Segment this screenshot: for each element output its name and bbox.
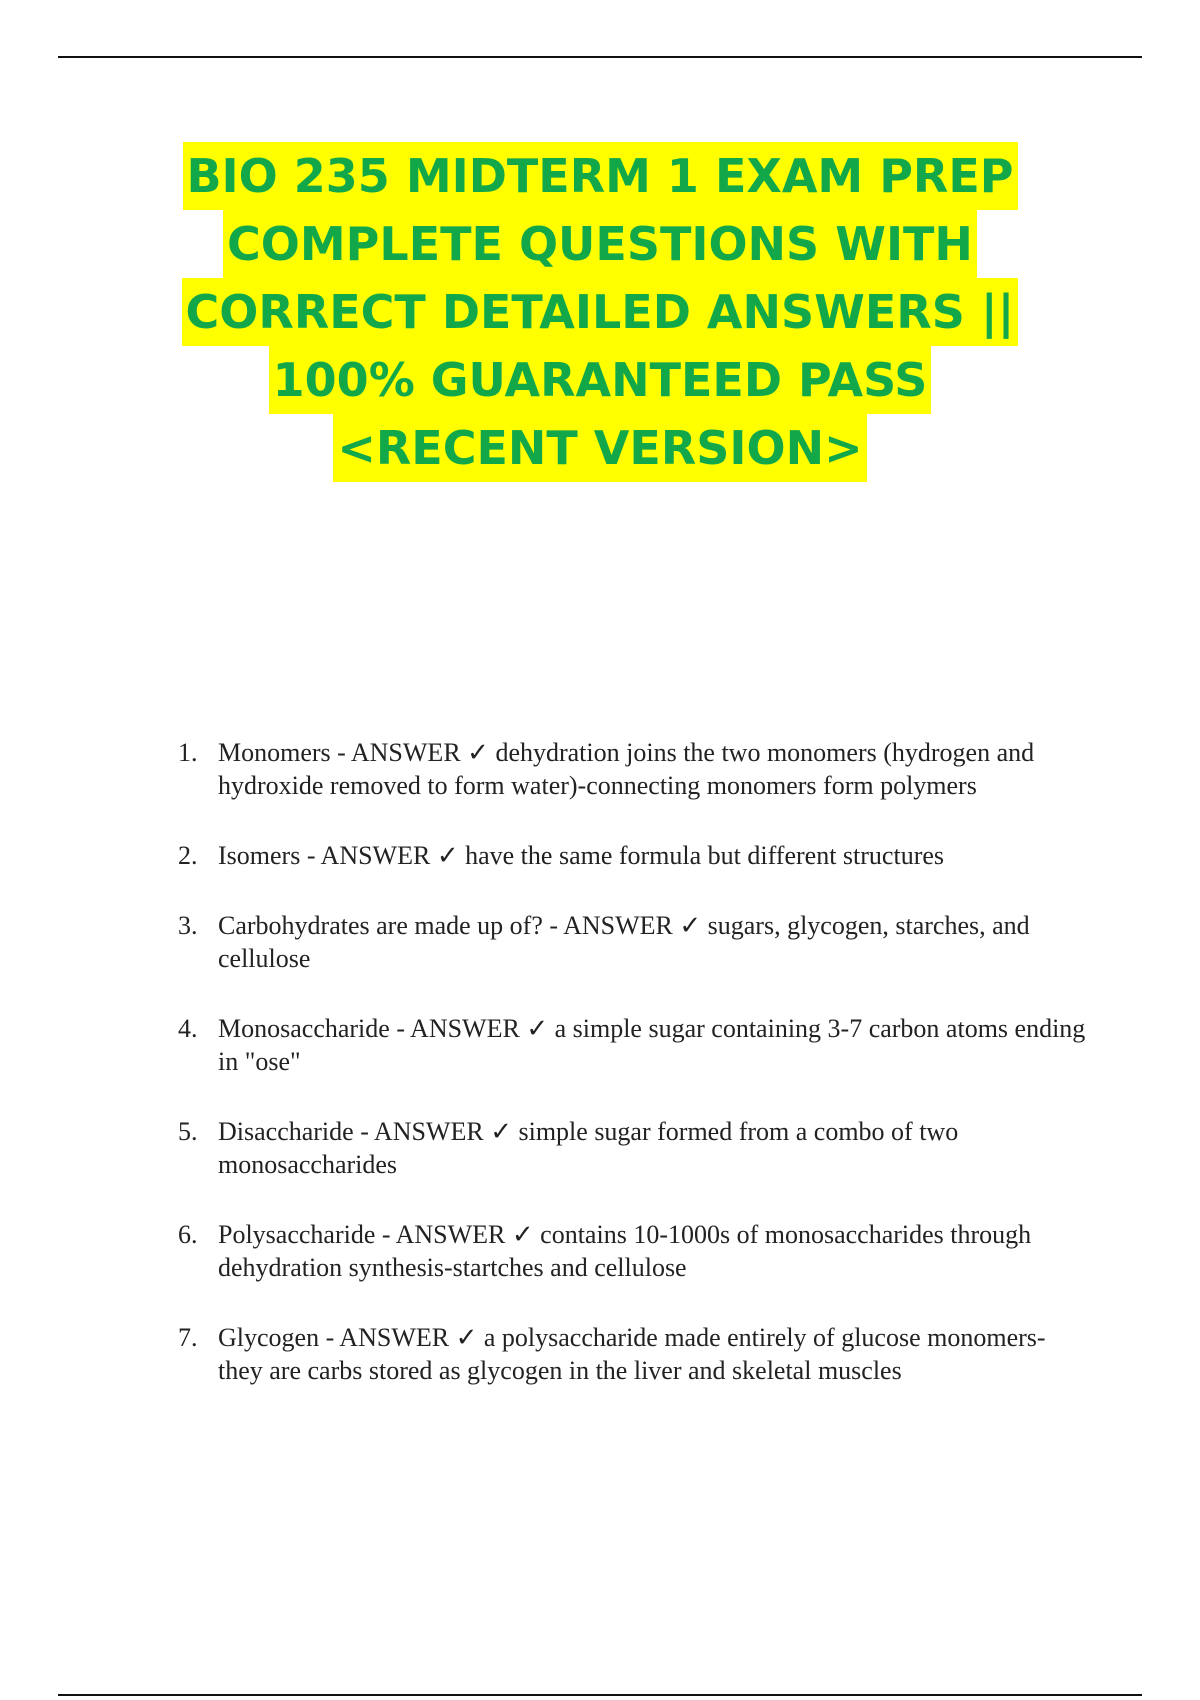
qa-item [178,1218,1088,1284]
qa-item [178,909,1088,975]
qa-item [178,1115,1088,1181]
title-line: <RECENT VERSION> [333,414,866,482]
item-number: 3. [178,911,198,940]
item-text: Disaccharide - ANSWER ✓ simple sugar formed from a combo of two monosaccharides [218,1117,959,1179]
item-number: 2. [178,841,198,870]
item-number: 5. [178,1117,198,1146]
qa-list [178,736,1088,1424]
qa-item [178,736,1088,802]
item-number: 7. [178,1323,198,1352]
bottom-rule [58,1694,1142,1696]
item-text: Glycogen - ANSWER ✓ a polysaccharide made entirely of glucose monomers- they are carbs stored as glycogen in the liver and skeletal muscles [218,1323,1046,1385]
qa-item [178,1321,1088,1387]
title-line: 100% GUARANTEED PASS [269,346,932,414]
item-text: Monomers - ANSWER ✓ dehydration joins the two monomers (hydrogen and hydroxide removed to form water)-connecting monomers form polymers [218,738,1035,800]
qa-item [178,839,1088,872]
document-title [120,142,1080,482]
title-line: BIO 235 MIDTERM 1 EXAM PREP [183,142,1018,210]
title-line: CORRECT DETAILED ANSWERS || [182,278,1019,346]
item-number: 4. [178,1014,198,1043]
item-number: 1. [178,738,198,767]
title-line: COMPLETE QUESTIONS WITH [223,210,977,278]
item-number: 6. [178,1220,198,1249]
item-text: Monosaccharide - ANSWER ✓ a simple sugar containing 3-7 carbon atoms ending in "ose" [218,1014,1086,1076]
top-rule [58,56,1142,58]
qa-item [178,1012,1088,1078]
item-text: Polysaccharide - ANSWER ✓ contains 10-1000s of monosaccharides through dehydration synthesis-startches and cellulose [218,1220,1032,1282]
item-text: Carbohydrates are made up of? - ANSWER ✓ sugars, glycogen, starches, and cellulose [218,911,1030,973]
item-text: Isomers - ANSWER ✓ have the same formula but different structures [218,841,945,870]
